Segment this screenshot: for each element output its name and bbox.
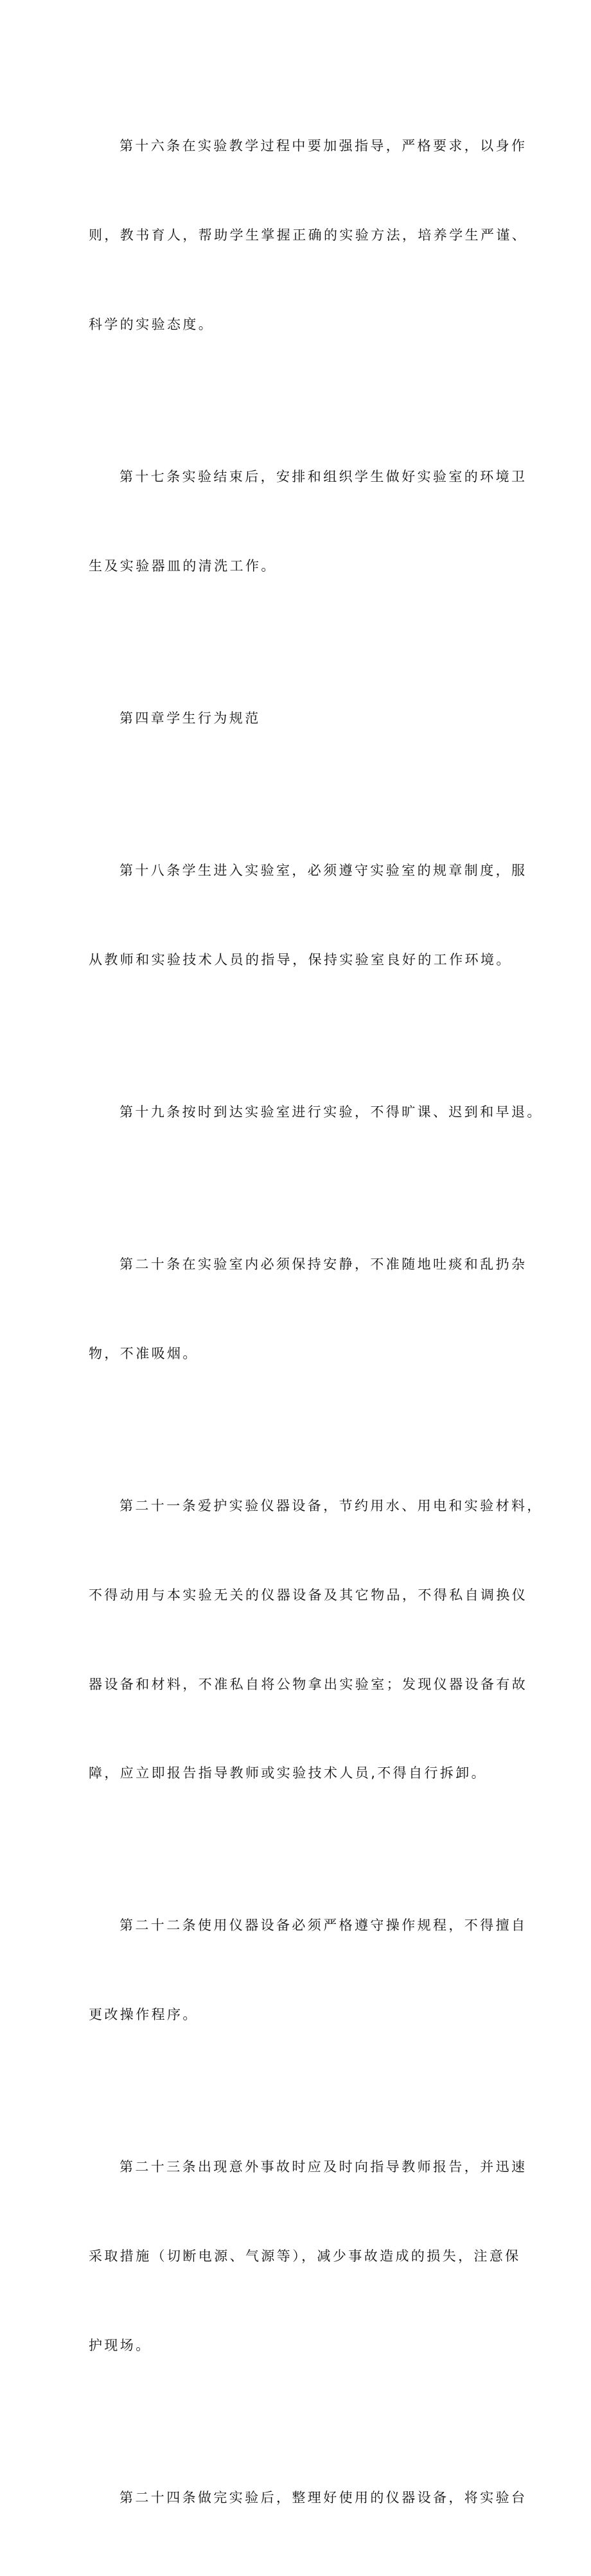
article-19-paragraph <box>89 1038 543 1187</box>
text-line: 更改操作程序。 <box>89 2007 198 2023</box>
text-line: 采取措施（切断电源、气源等），减少事故造成的损失，注意保 <box>89 2248 521 2264</box>
article-23-paragraph <box>89 2093 527 2419</box>
article-22-paragraph <box>89 1851 527 2089</box>
text-line: 第二十四条做完实验后，整理好使用的仪器设备，将实验台 <box>119 2489 527 2505</box>
text-line: 则，教书育人，帮助学生掌握正确的实验方法，培养学生严谨、 <box>89 227 528 243</box>
text-line: 物，不准吸烟。 <box>89 1346 198 1362</box>
article-21-paragraph <box>89 1432 543 1848</box>
text-line: 第十八条学生进入实验室，必须遵守实验室的规章制度，服 <box>119 863 527 879</box>
text-line: 护现场。 <box>89 2337 152 2353</box>
text-line: 第四章学生行为规范 <box>119 710 261 726</box>
article-24-paragraph <box>89 2424 527 2572</box>
text-line: 第十九条按时到达实验室进行实验，不得旷课、迟到和早退。 <box>119 1104 543 1120</box>
text-line: 器设备和材料，不准私自将公物拿出实验室；发现仪器设备有故 <box>89 1676 528 1692</box>
text-line: 从教师和实验技术人员的指导，保持实验室良好的工作环境。 <box>89 951 512 967</box>
article-20-paragraph <box>89 1190 527 1428</box>
text-line: 第十七条实验结束后，安排和组织学生做好实验室的环境卫 <box>119 468 527 484</box>
text-line: 生及实验器皿的清洗工作。 <box>89 558 277 574</box>
text-line: 不得动用与本实验无关的仪器设备及其它物品，不得私自调换仪 <box>89 1587 528 1603</box>
text-line: 第二十一条爱护实验仪器设备，节约用水、用电和实验材料， <box>119 1498 543 1514</box>
text-line: 第二十三条出现意外事故时应及时向指导教师报告，并迅速 <box>119 2159 527 2175</box>
article-16-paragraph <box>89 72 528 398</box>
text-line: 科学的实验态度。 <box>89 316 215 332</box>
text-line: 第十六条在实验教学过程中要加强指导，严格要求，以身作 <box>119 138 527 154</box>
chapter-4-heading <box>89 644 513 792</box>
article-18-paragraph <box>89 797 527 1034</box>
document-body <box>89 72 543 2576</box>
article-17-paragraph <box>89 403 527 640</box>
text-line: 第二十条在实验室内必须保持安静，不准随地吐痰和乱扔杂 <box>119 1257 527 1273</box>
text-line: 第二十二条使用仪器设备必须严格遵守操作规程，不得擅自 <box>119 1918 527 1934</box>
text-line: 障，应立即报告指导教师或实验技术人员,不得自行拆卸。 <box>89 1765 488 1781</box>
